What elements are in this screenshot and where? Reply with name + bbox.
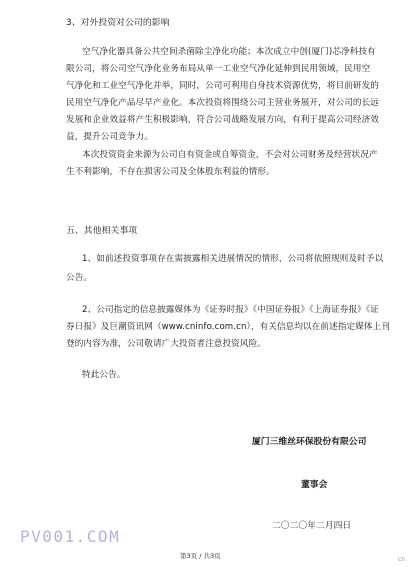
section-3-paragraph-1-line-1: 空气净化器具备公共空间杀菌除尘净化功能；本次成立中创(厦门)芯净科技有 [82, 47, 376, 57]
section-3-paragraph-2-line-2: 生不利影响，不存在损害公司及全体股东利益的情形。 [66, 167, 275, 177]
section-5-heading: 五、其他相关事项 [66, 226, 138, 236]
section-3-paragraph-2-line-1: 本次投资资金来源为公司自有资金或自筹资金，不会对公司财务及经营状况产 [82, 150, 378, 160]
section-3-paragraph-1-line-4: 民用空气净化产品尽早产业化。本次投资将围绕公司主营业务展开，对公司的长远 [66, 98, 379, 108]
page-number: 第3页 / 共3页 [180, 552, 221, 560]
signature-date: 二〇二〇年二月四日 [272, 521, 352, 531]
section-3-paragraph-1-line-2: 限公司，将公司空气净化业务布局从单一工业空气净化延伸到民用领域，民用空 [66, 64, 371, 74]
closing-statement: 特此公告。 [82, 370, 126, 380]
watermark-text: PV001.COM [20, 527, 121, 546]
section-3-paragraph-1-line-6: 益，提升公司竞争力。 [66, 132, 153, 142]
signature-board: 董事会 [301, 480, 328, 490]
item-1-line-1: 1、如前述投资事项存在需披露相关进展情况的情形，公司将依照规则及时予以 [82, 254, 384, 264]
item-2-line-1: 2、公司指定的信息披露媒体为《证券时报》《中国证券报》《上海证券报》《证 [82, 305, 379, 315]
section-3-paragraph-1-line-3: 气净化和工业空气净化并举，同时，公司可利用自身技术资源优势，将目前研发的 [66, 81, 379, 91]
section-3-paragraph-1-line-5: 发展和企业效益将产生积极影响，符合公司战略发展方向，有利于提高公司经济效 [66, 115, 379, 125]
item-2-line-3: 登的内容为准，公司敬请广大投资者注意投资风险。 [66, 339, 266, 349]
signature-company: 厦门三维丝环保股份有限公司 [252, 437, 367, 447]
item-2-line-2: 券日报》及巨潮资讯网（www.cninfo.com.cn），有关信息均以在前述指定媒体上刊 [66, 322, 390, 332]
item-1-line-2: 公告。 [66, 273, 93, 283]
corner-watermark: cn [398, 556, 406, 563]
section-3-heading: 3、对外投资对公司的影响 [66, 18, 170, 28]
